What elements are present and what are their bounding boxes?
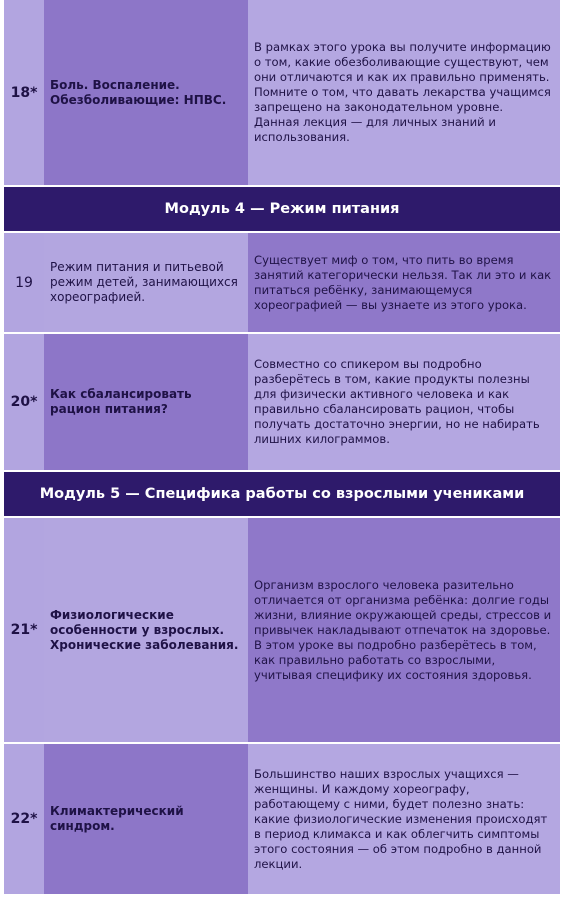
lesson-description: В рамках этого урока вы получите информацию о том, какие обезболивающие существуют, чем они отличаются и как их правильно применять. Помните о том, что давать лекарства учащимся запрещено на законодательном уровне. Данная лекция — для личных знаний и использования. [248,0,560,185]
lesson-number: 19 [4,233,44,332]
lesson-title: Физиологические особенности у взрослых. Хронические заболевания. [44,518,248,742]
lesson-row-22 [4,744,560,894]
lesson-row-20 [4,334,560,470]
lesson-number: 20* [4,334,44,470]
lesson-number: 22* [4,744,44,894]
lesson-title: Как сбалансировать рацион питания? [44,334,248,470]
course-program-table [4,0,566,896]
lesson-number: 18* [4,0,44,185]
lesson-description: Организм взрослого человека разительно отличается от организма ребёнка: долгие годы жизни, влияние окружающей среды, стрессов и привычек накладывают отпечаток на здоровье. В этом уроке вы подробно разберётесь в том, как правильно работать со взрослыми, учитывая специфику их состояния здоровья. [248,518,560,742]
lesson-title: Боль. Воспаление. Обезболивающие: НПВС. [44,0,248,185]
lesson-title: Климактерический синдром. [44,744,248,894]
lesson-description: Совместно со спикером вы подробно разберётесь в том, какие продукты полезны для физически активного человека и как правильно сбалансировать рацион, чтобы получать достаточно энергии, но не набирать лишних килограммов. [248,334,560,470]
lesson-row-19 [4,233,560,332]
lesson-description: Существует миф о том, что пить во время занятий категорически нельзя. Так ли это и как питаться ребёнку, занимающемуся хореографией — вы узнаете из этого урока. [248,233,560,332]
module-header: Модуль 5 — Специфика работы со взрослыми учениками [4,472,560,516]
lesson-title: Режим питания и питьевой режим детей, занимающихся хореографией. [44,233,248,332]
lesson-row-21 [4,518,560,742]
lesson-number: 21* [4,518,44,742]
lesson-description: Большинство наших взрослых учащихся — женщины. И каждому хореографу, работающему с ними, будет полезно знать: какие физиологические изменения происходят в период климакса и как облегчить симптомы этого состояния — об этом подробно в данной лекции. [248,744,560,894]
lesson-row-18 [4,0,560,185]
module-header: Модуль 4 — Режим питания [4,187,560,231]
